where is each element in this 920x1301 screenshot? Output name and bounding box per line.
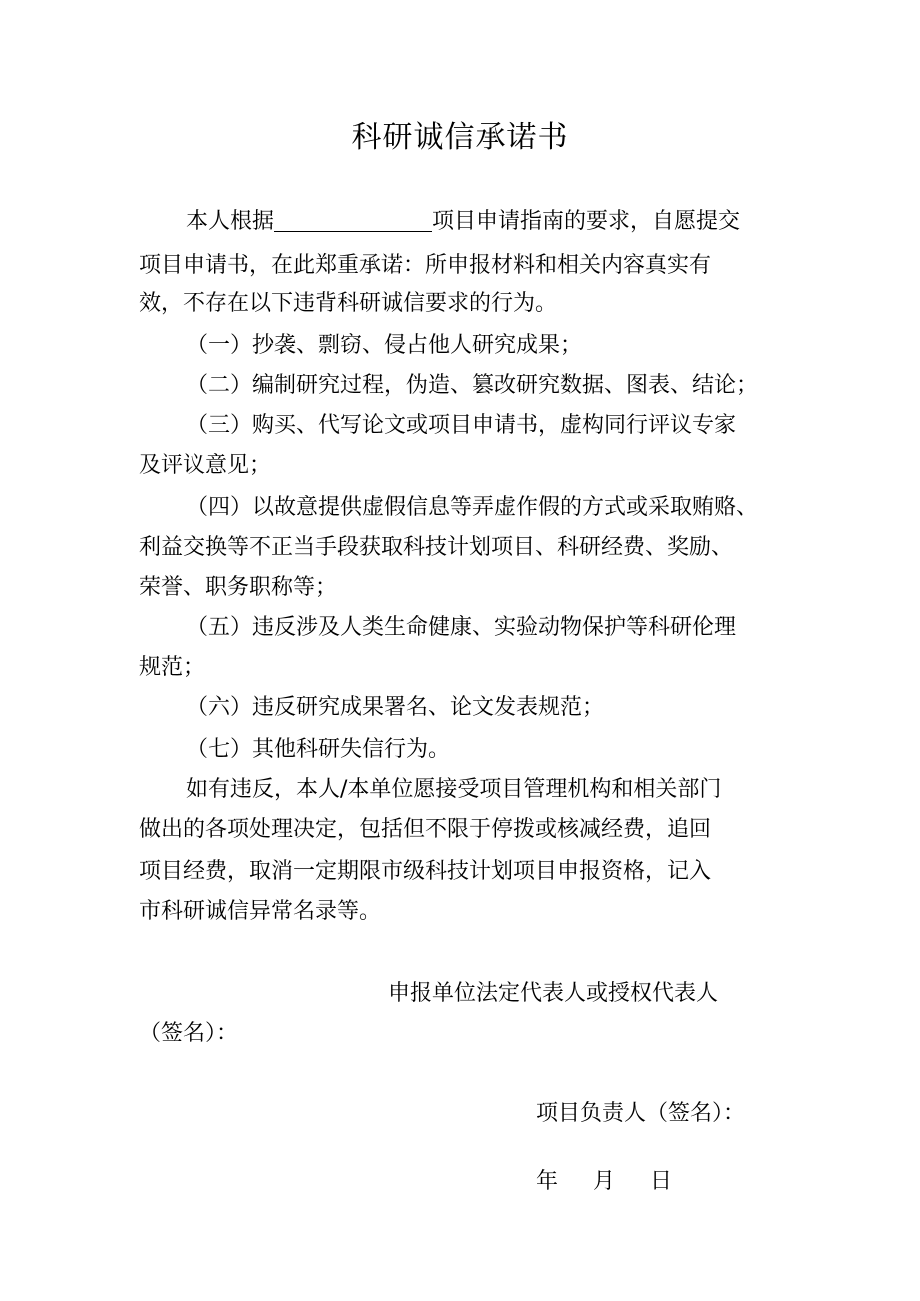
intro-text-before-blank: 本人根据 bbox=[186, 209, 275, 234]
item-4-line-3: 荣誉、职务职称等； bbox=[139, 575, 338, 600]
item-2: （二）编制研究过程，伪造、篡改研究数据、图表、结论； bbox=[186, 373, 759, 398]
item-4-line-1: （四）以故意提供虚假信息等弄虚作假的方式或采取贿赂、 bbox=[186, 495, 759, 520]
intro-line-1 bbox=[186, 207, 740, 237]
commitment-line-1: 如有违反，本人/本单位愿接受项目管理机构和相关部门 bbox=[186, 777, 722, 802]
commitment-line-2: 做出的各项处理决定，包括但不限于停拨或核减经费，追回 bbox=[139, 817, 712, 842]
item-4-line-2: 利益交换等不正当手段获取科技计划项目、科研经费、奖励、 bbox=[139, 535, 734, 560]
document-title: 科研诚信承诺书 bbox=[351, 120, 569, 155]
unit-representative-signature-label: （签名）： bbox=[139, 1021, 239, 1046]
item-3-line-2: 及评议意见； bbox=[139, 453, 272, 478]
intro-line-3: 效，不存在以下违背科研诚信要求的行为。 bbox=[139, 291, 558, 316]
commitment-line-3: 项目经费，取消一定期限市级科技计划项目申报资格，记入 bbox=[139, 859, 712, 884]
intro-text-after-blank: 项目申请指南的要求，自愿提交 bbox=[432, 209, 741, 234]
intro-line-2: 项目申请书，在此郑重承诺：所申报材料和相关内容真实有 bbox=[139, 253, 712, 278]
item-6: （六）违反研究成果署名、论文发表规范； bbox=[186, 695, 605, 720]
item-7: （七）其他科研失信行为。 bbox=[186, 737, 451, 762]
commitment-line-4: 市科研诚信异常名录等。 bbox=[139, 899, 382, 924]
item-1: （一）抄袭、剽窃、侵占他人研究成果； bbox=[186, 333, 583, 358]
item-5-line-1: （五）违反涉及人类生命健康、实验动物保护等科研伦理 bbox=[186, 615, 737, 640]
project-leader-signature-label: 项目负责人（签名）： bbox=[536, 1101, 746, 1126]
unit-representative-label: 申报单位法定代表人或授权代表人 bbox=[388, 981, 719, 1006]
date-label: 年 月 日 bbox=[536, 1169, 674, 1194]
item-3-line-1: （三）购买、代写论文或项目申请书，虚构同行评议专家 bbox=[186, 413, 737, 438]
project-name-blank bbox=[274, 209, 432, 232]
item-5-line-2: 规范； bbox=[139, 655, 206, 680]
